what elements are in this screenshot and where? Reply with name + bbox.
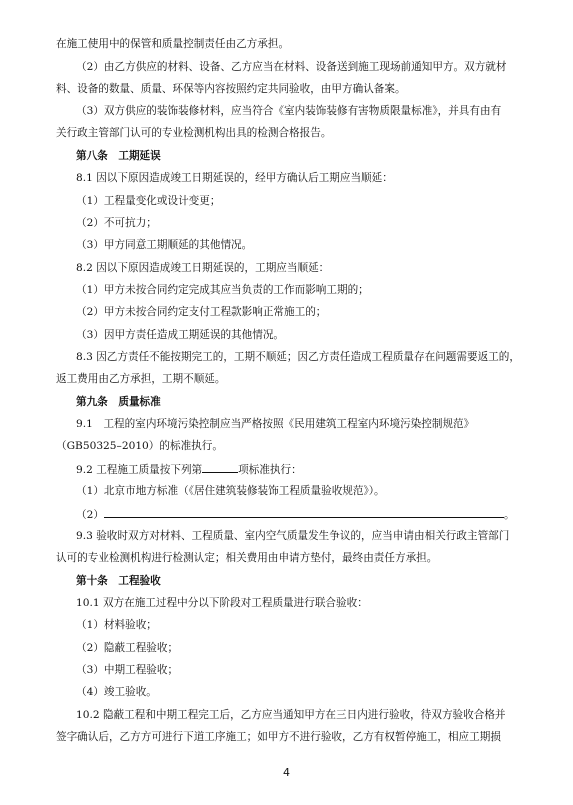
fill-in-blank — [104, 507, 504, 518]
text-line: 8.3 因乙方责任不能按期完工的，工期不顺延；因乙方责任造成工程质量存在问题需要返工的， — [76, 351, 520, 363]
text-line: 10.2 隐蔽工程和中期工程完工后，乙方应当通知甲方在三日内进行验收，待双方验收合格并 — [76, 709, 506, 721]
section-heading: 第九条 质量标准 — [76, 396, 161, 408]
text-segment: （2） — [76, 509, 104, 521]
text-line: 返工费用由乙方承担，工期不顺延。 — [56, 373, 226, 385]
text-line: （2）甲方未按合同约定支付工程款影响正常施工的； — [76, 306, 327, 318]
text-line: （2）隐蔽工程验收； — [76, 642, 179, 654]
text-line: 关行政主管部门认可的专业检测机构出具的检测合格报告。 — [56, 127, 332, 139]
text-line: 认可的专业检测机构进行检测认定；相关费用由申请方垫付，最终由责任方承担。 — [56, 552, 438, 564]
text-line: （3）因甲方责任造成工期延误的其他情况。 — [76, 329, 285, 341]
section-heading: 第八条 工期延误 — [76, 150, 161, 162]
section-heading: 第十条 工程验收 — [76, 575, 161, 587]
text-line: 9.3 验收时双方对材料、工程质量、室内空气质量发生争议的，应当申请由相关行政主管部门 — [76, 530, 510, 542]
text-line: （4）竣工验收。 — [76, 686, 157, 698]
text-line: 8.2 因以下原因造成竣工日期延误的，工期应当顺延： — [76, 262, 330, 274]
text-line: （2）由乙方供应的材料、设备、乙方应当在材料、设备送到施工现场前通知甲方。双方就材 — [76, 61, 507, 73]
text-line: 签字确认后，乙方方可进行下道工序施工；如甲方不进行验收，乙方有权暂停施工，相应工期损 — [56, 731, 501, 743]
text-line: （3）甲方同意工期顺延的其他情况。 — [76, 239, 253, 251]
text-segment: 。 — [503, 509, 515, 521]
page-number: 4 — [283, 766, 290, 779]
text-line: （2）不可抗力； — [76, 217, 157, 229]
text-segment: 项标准执行： — [238, 464, 302, 476]
text-line: （3）双方供应的装饰装修材料，应当符合《室内装饰装修有害物质限量标准》，并具有由有 — [76, 105, 502, 117]
text-line: 在施工使用中的保管和质量控制责任由乙方承担。 — [56, 38, 290, 50]
text-line: （1）工程量变化或设计变更； — [76, 195, 221, 207]
fill-in-blank — [202, 462, 238, 473]
text-segment: 9.2 工程施工质量按下列第 — [76, 464, 203, 476]
text-line: 9.1 工程的室内环境污染控制应当严格按照《民用建筑工程室内环境污染控制规范》 — [76, 418, 475, 430]
text-line: 10.1 双方在施工过程中分以下阶段对工程质量进行联合验收： — [76, 597, 368, 609]
text-line: 8.1 因以下原因造成竣工日期延误的，经甲方确认后工期应当顺延： — [76, 172, 393, 184]
text-line: （GB50325–2010）的标准执行。 — [56, 440, 223, 452]
text-line: 料、设备的数量、质量、环保等内容按照约定共同验收，由甲方确认备案。 — [56, 83, 406, 95]
text-line — [76, 462, 302, 477]
text-line: （1）北京市地方标准（《居住建筑装修装饰工程质量验收规范》）。 — [76, 485, 385, 497]
text-line: （1）甲方未按合同约定完成其应当负责的工作而影响工期的； — [76, 284, 369, 296]
text-line — [76, 507, 515, 522]
text-line: （1）材料验收； — [76, 619, 157, 631]
text-line: （3）中期工程验收； — [76, 664, 179, 676]
